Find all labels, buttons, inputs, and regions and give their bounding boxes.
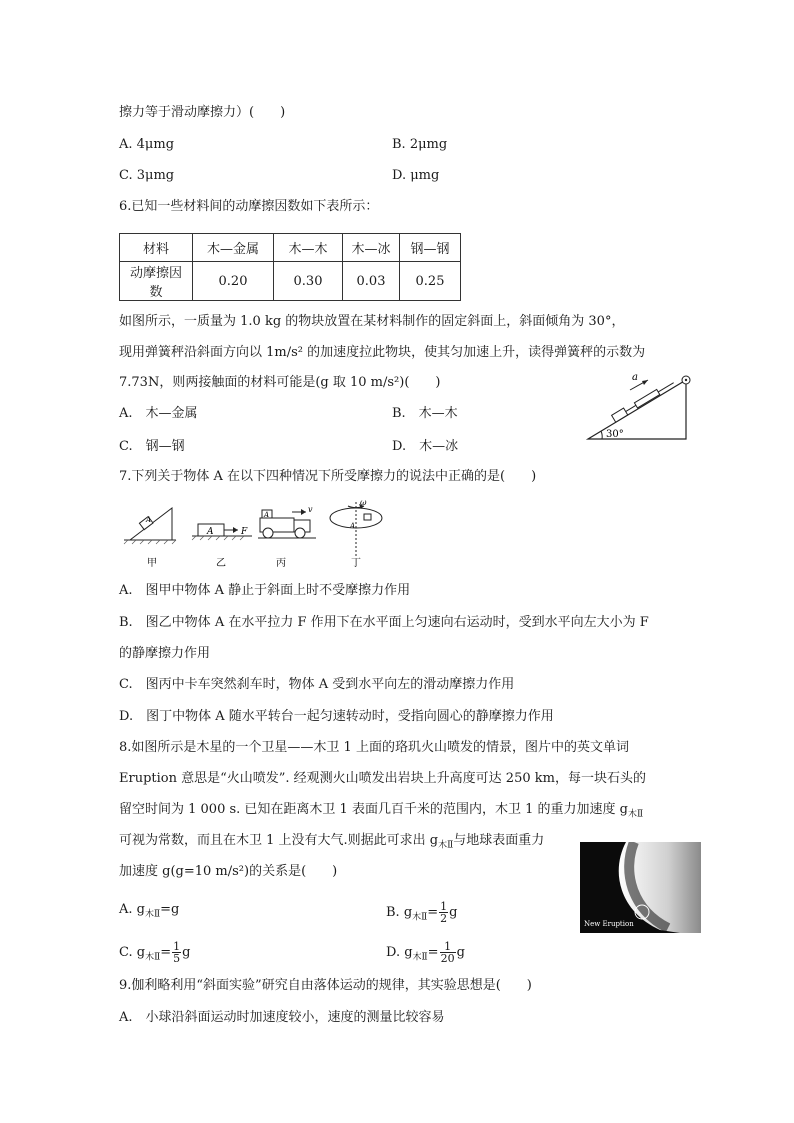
q9-stem: 9.伽利略利用“斜面实验”研究自由落体运动的规律，其实验思想是( ) [119,978,532,993]
table-header-cell: 木—木 [274,234,343,262]
table-header-cell: 木—金属 [193,234,274,262]
table-cell: 动摩擦因数 [120,262,193,301]
table-cell: 0.20 [193,262,274,301]
q6-para-1: 如图所示，一质量为 1.0 kg 的物块放置在某材料制作的固定斜面上，斜面倾角为 30°， [119,314,625,329]
q5-option-d: D. μmg [392,168,440,183]
q8-option-d: D. $g_{木Ⅱ}=$ $\frac{1}{20}$ g [386,940,465,965]
table-row [120,234,461,262]
figure-label-yi: 乙 [216,558,226,569]
q8-line-1: 8.如图所示是木星的一个卫星——木卫 1 上面的珞玑火山喷发的情景，图片中的英文单词 [119,740,629,755]
q6-option-b: B. 木—木 [392,406,458,421]
q8-line-3: 留空时间为 1 000 s. 已知在距离木卫 1 表面几百千米的范围内，木卫 1 的重力加速度 $g_{木Ⅱ}$ [119,802,644,820]
q8-line-2: Eruption 意思是“火山喷发”. 经观测火山喷发出岩块上升高度可达 250 km，每一块石头的 [119,771,646,786]
table-header-cell: 钢—钢 [400,234,461,262]
block-label: A [350,522,356,530]
figure-ding [330,500,382,569]
table-cell: 0.03 [343,262,400,301]
fraction-c: $\frac{1}{5}$ [173,940,181,965]
q6-para-3: 7.73N，则两接触面的材料可能是(g 取 10 m/s²)( ) [119,375,441,390]
q7-option-b-line-1: B. 图乙中物体 A 在水平拉力 F 作用下在水平面上匀速向右运动时，受到水平向左大小为 F [119,615,649,630]
friction-table [119,233,461,301]
angle-label: 30° [606,429,624,440]
figure-label-jia: 甲 [147,558,157,569]
table-row [120,262,461,301]
io-eruption-photo [580,842,701,933]
q7-option-a: A. 图甲中物体 A 静止于斜面上时不受摩擦力作用 [119,583,411,598]
figure-label-bing: 丙 [276,558,286,569]
block-label: A [146,516,152,524]
figure-label-ding: 丁 [351,558,361,569]
q5-option-c: C. 3μmg [119,168,175,183]
q7-option-b-line-2: 的静摩擦力作用 [119,646,211,661]
q6-option-a: A. 木—金属 [119,406,198,421]
q7-option-d: D. 图丁中物体 A 随水平转台一起匀速转动时，受指向圆心的静摩擦力作用 [119,709,554,724]
q5-option-a: A. 4μmg [119,137,175,152]
q8-option-c: C. $g_{木Ⅱ}=$ $\frac{1}{5}$ g [119,940,191,965]
fraction-d: $\frac{1}{20}$ [440,940,455,965]
fraction-b: $\frac{1}{2}$ [440,900,448,925]
q6-stem: 6.已知一些材料间的动摩擦因数如下表所示： [119,199,379,214]
q7-stem: 7.下列关于物体 A 在以下四种情况下所受摩擦力的说法中正确的是( ) [119,469,537,484]
table-cell: 0.25 [400,262,461,301]
accel-label: a [632,372,638,383]
q8-option-b: B. $g_{木Ⅱ}=$ $\frac{1}{2}$ g [386,900,458,925]
block-label: A [207,527,214,537]
table-header-cell: 木—冰 [343,234,400,262]
q6-option-d: D. 木—冰 [392,439,459,454]
figure-bing [258,505,316,569]
q7-option-c: C. 图丙中卡车突然刹车时，物体 A 受到水平向左的滑动摩擦力作用 [119,677,515,692]
q6-para-2: 现用弹簧秤沿斜面方向以 1m/s² 的加速度拉此物块，使其匀加速上升，读得弹簧秤的示数为 [119,345,646,360]
q8-line-4: 可视为常数，而且在木卫 1 上没有大气.则据此可求出 $g_{木Ⅱ}$与地球表面重力 [119,833,545,851]
q5-tail-text: 擦力等于滑动摩擦力）( ) [119,105,286,120]
q6-option-c: C. 钢—钢 [119,439,185,454]
force-label: F [241,527,248,537]
q9-option-a: A. 小球沿斜面运动时加速度较小，速度的测量比较容易 [119,1010,445,1025]
velocity-label: v [308,505,313,514]
q8-line-5: 加速度 g(g=10 m/s²)的关系是( ) [119,864,338,879]
figure-yi [192,524,252,569]
incline-spring-figure [586,368,694,442]
photo-caption: New Eruption [584,920,634,928]
table-header-cell: 材料 [120,234,193,262]
table-cell: 0.30 [274,262,343,301]
four-situations-figure [122,500,390,570]
block-label: A [264,511,270,519]
q8-option-a: A. $g_{木Ⅱ}=g$ [119,902,180,920]
figure-jia [124,508,176,569]
omega-label: ω [360,500,367,507]
q5-option-b: B. 2μmg [392,137,448,152]
